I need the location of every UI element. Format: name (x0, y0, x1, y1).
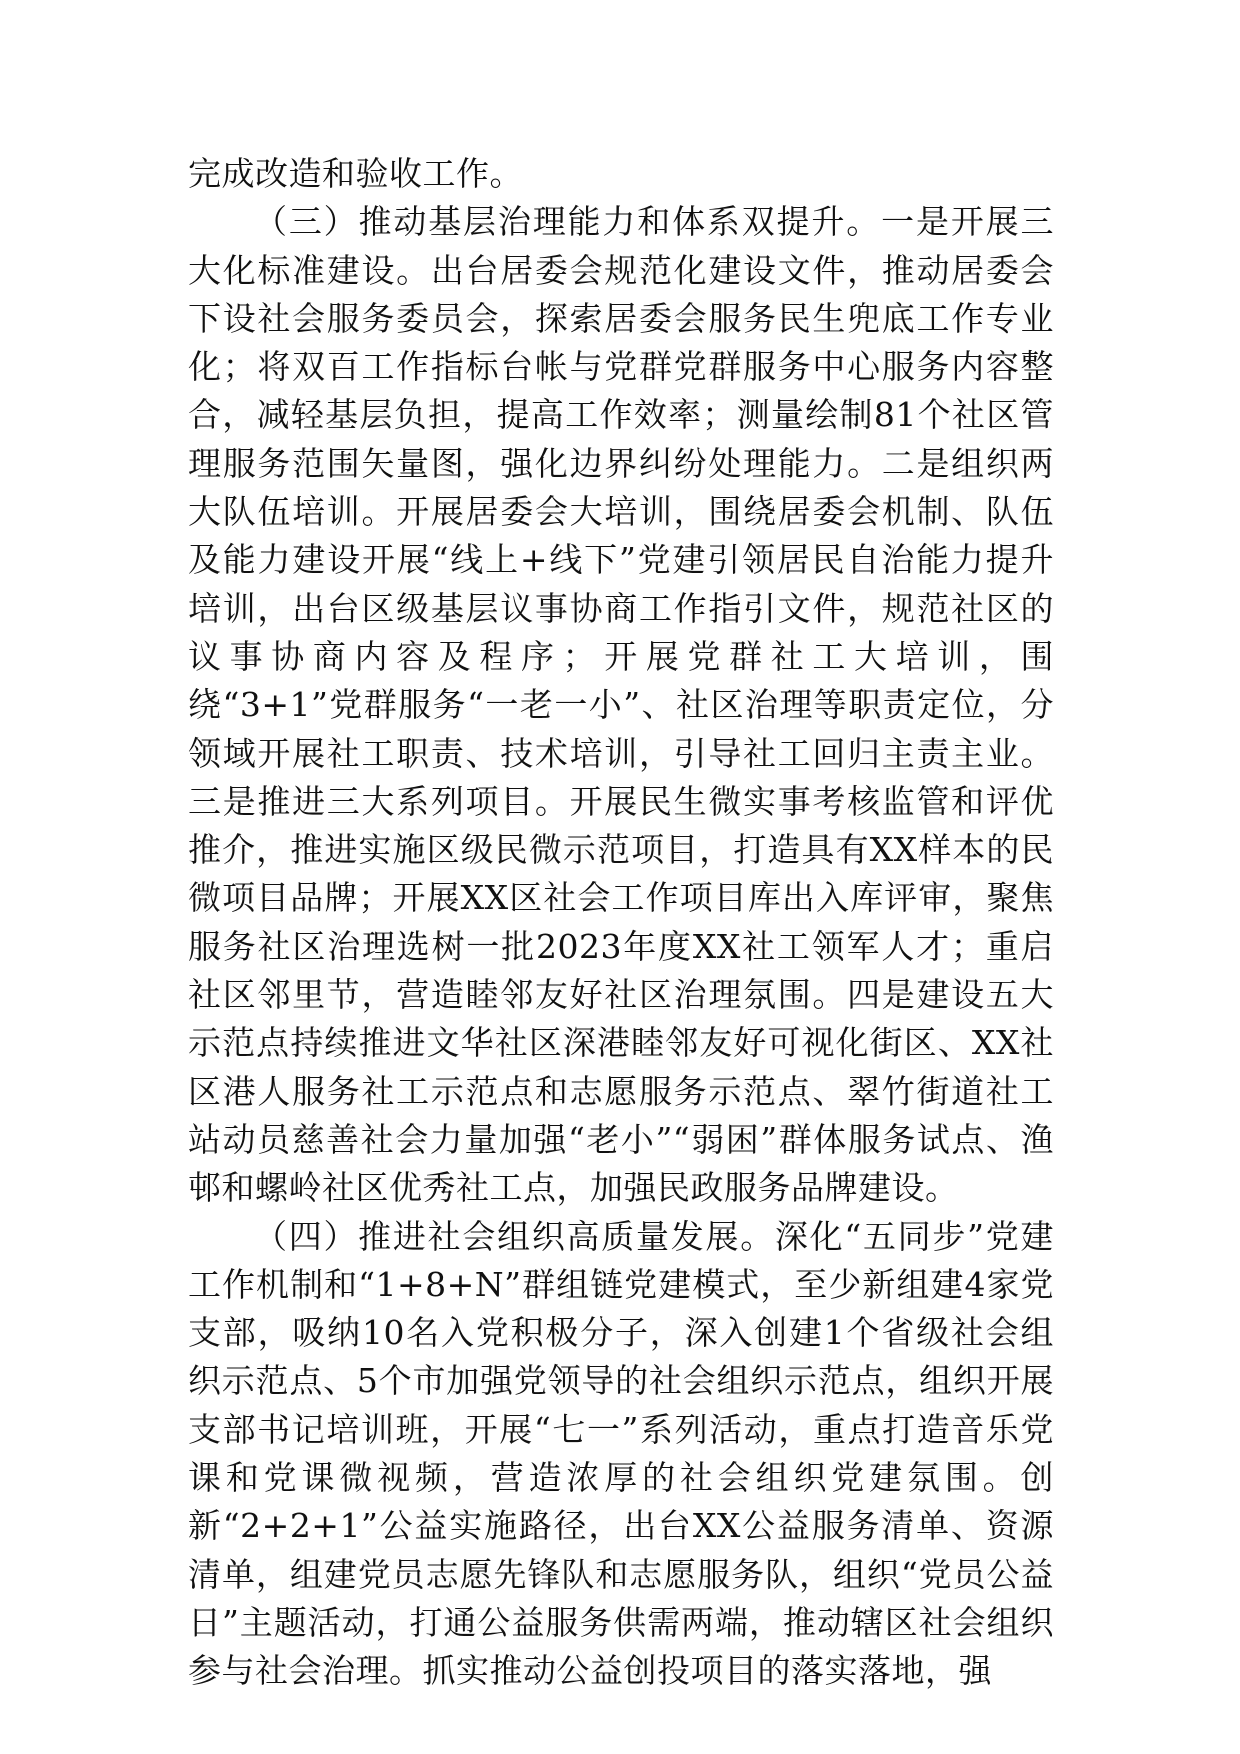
paragraph-section-4: （四）推进社会组织高质量发展。深化“五同步”党建工作机制和“1+8+N”群组链党建模式，至少新组建4家党支部，吸纳10名入党积极分子，深入创建1个省级社会组织示范点、5个市加强党领导的社会组织示范点，组织开展支部书记培训班，开展“七一”系列活动，重点打造音乐党课和党课微视频，营造浓厚的社会组织党建氛围。创新“2+2+1”公益实施路径，出台XX公益服务清单、资源清单，组建党员志愿先锋队和志愿服务队，组织“党员公益日”主题活动，打通公益服务供需两端，推动辖区社会组织参与社会治理。抓实推动公益创投项目的落实落地，强 (188, 1216, 1054, 1691)
body-text (188, 150, 1054, 1696)
paragraph-section-3: （三）推动基层治理能力和体系双提升。一是开展三大化标准建设。出台居委会规范化建设文件，推动居委会下设社会服务委员会，探索居委会服务民生兜底工作专业化；将双百工作指标台帐与党群党群服务中心服务内容整合，减轻基层负担，提高工作效率；测量绘制81个社区管理服务范围矢量图，强化边界纠纷处理能力。二是组织两大队伍培训。开展居委会大培训，围绕居委会机制、队伍及能力建设开展“线上+线下”党建引领居民自治能力提升培训，出台区级基层议事协商工作指引文件，规范社区的议事协商内容及程序；开展党群社工大培训，围绕“3+1”党群服务“一老一小”、社区治理等职责定位，分领域开展社工职责、技术培训，引导社工回归主责主业。三是推进三大系列项目。开展民生微实事考核监管和评优推介，推进实施区级民微示范项目，打造具有XX样本的民微项目品牌；开展XX区社会工作项目库出入库评审，聚焦服务社区治理选树一批2023年度XX社工领军人才；重启社区邻里节，营造睦邻友好社区治理氛围。四是建设五大示范点持续推进文华社区深港睦邻友好可视化街区、XX社区港人服务社工示范点和志愿服务示范点、翠竹街道社工站动员慈善社会力量加强“老小”“弱困”群体服务试点、渔邨和螺岭社区优秀社工点，加强民政服务品牌建设。 (188, 202, 1054, 1208)
paragraph-continuation: 完成改造和验收工作。 (188, 154, 523, 193)
